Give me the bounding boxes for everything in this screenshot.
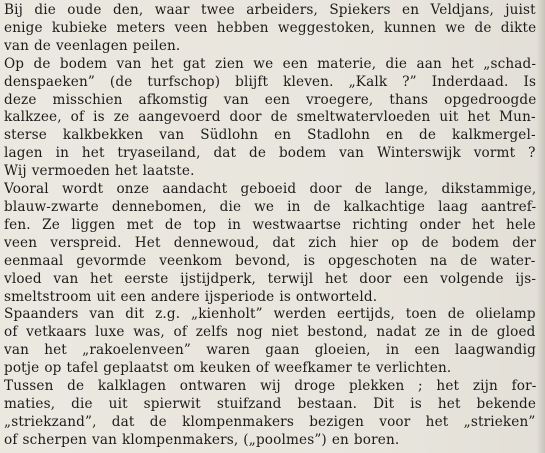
text-line: deze misschien afkomstig van een vroegere, thans opgedroogde — [4, 91, 536, 108]
paragraph — [4, 306, 536, 378]
text-line: vloed van het eerste ijstijdperk, terwijl het door een volgende ijs- — [4, 270, 536, 287]
text-body — [4, 2, 536, 450]
page-edge-shadow — [537, 0, 545, 453]
text-line: van het „rakoelenveen” waren gaan gloeien, in een laagwandig — [4, 342, 536, 359]
text-line: „striekzand”, dat de klompenmakers bezigen voor het „strieken” — [4, 413, 536, 430]
paragraph — [4, 56, 536, 181]
paragraph — [4, 378, 536, 450]
text-line: Vooral wordt onze aandacht geboeid door de lange, dikstammige, — [4, 181, 536, 198]
text-line: Spaanders van dit z.g. „kienholt” werden eertijds, toen de olielamp — [4, 306, 536, 323]
text-line: fen. Ze liggen met de top in westwaartse richting onder het hele — [4, 216, 536, 233]
text-line: of scherpen van klompenmakers, („poolmes”) en boren. — [4, 431, 400, 448]
text-line: enige kubieke meters veen hebben weggestoken, kunnen we de dikte — [4, 19, 536, 36]
text-line: denspaeken” (de turfschop) blijft kleven. „Kalk ?” Inderdaad. Is — [4, 73, 536, 90]
text-line: van de veenlagen peilen. — [4, 37, 181, 54]
text-line: Tussen de kalklagen ontwaren wij droge plekken ; het zijn for- — [4, 378, 536, 395]
text-line: sterse kalkbekken van Südlohn en Stadlohn en de kalkmergel- — [4, 127, 536, 144]
text-line: Wij vermoeden het laatste. — [4, 163, 195, 180]
text-line: maties, die uit spierwit stuifzand bestaan. Dit is het bekende — [4, 395, 536, 412]
paragraph — [4, 181, 536, 306]
text-line: Bij die oude den, waar twee arbeiders, Spiekers en Veldjans, juist — [4, 2, 536, 18]
text-line: of vetkaars luxe was, of zelfs nog niet bestond, nadat ze in de gloed — [4, 324, 536, 341]
text-line: kalkzee, of is ze aangevoerd door de smeltwatervloeden uit het Mun- — [4, 109, 536, 126]
text-line: blauw-zwarte dennebomen, die we in de kalkachtige laag aantref- — [4, 198, 536, 215]
text-line: potje op tafel geplaatst om keuken of weefkamer te verlichten. — [4, 360, 452, 377]
text-line: veen verspreid. Het dennewoud, dat zich hier op de bodem der — [4, 234, 536, 251]
text-line: lagen in het tryaseiland, dat de bodem van Winterswijk vormt ? — [4, 145, 536, 162]
paragraph — [4, 2, 536, 56]
text-line: Op de bodem van het gat zien we een materie, die aan het „schad- — [4, 55, 536, 72]
text-line: smeltstroom uit een andere ijsperiode is ontworteld. — [4, 288, 378, 305]
text-line: eenmaal gevormde veenkom bevond, is opgeschoten na de water- — [4, 252, 536, 269]
